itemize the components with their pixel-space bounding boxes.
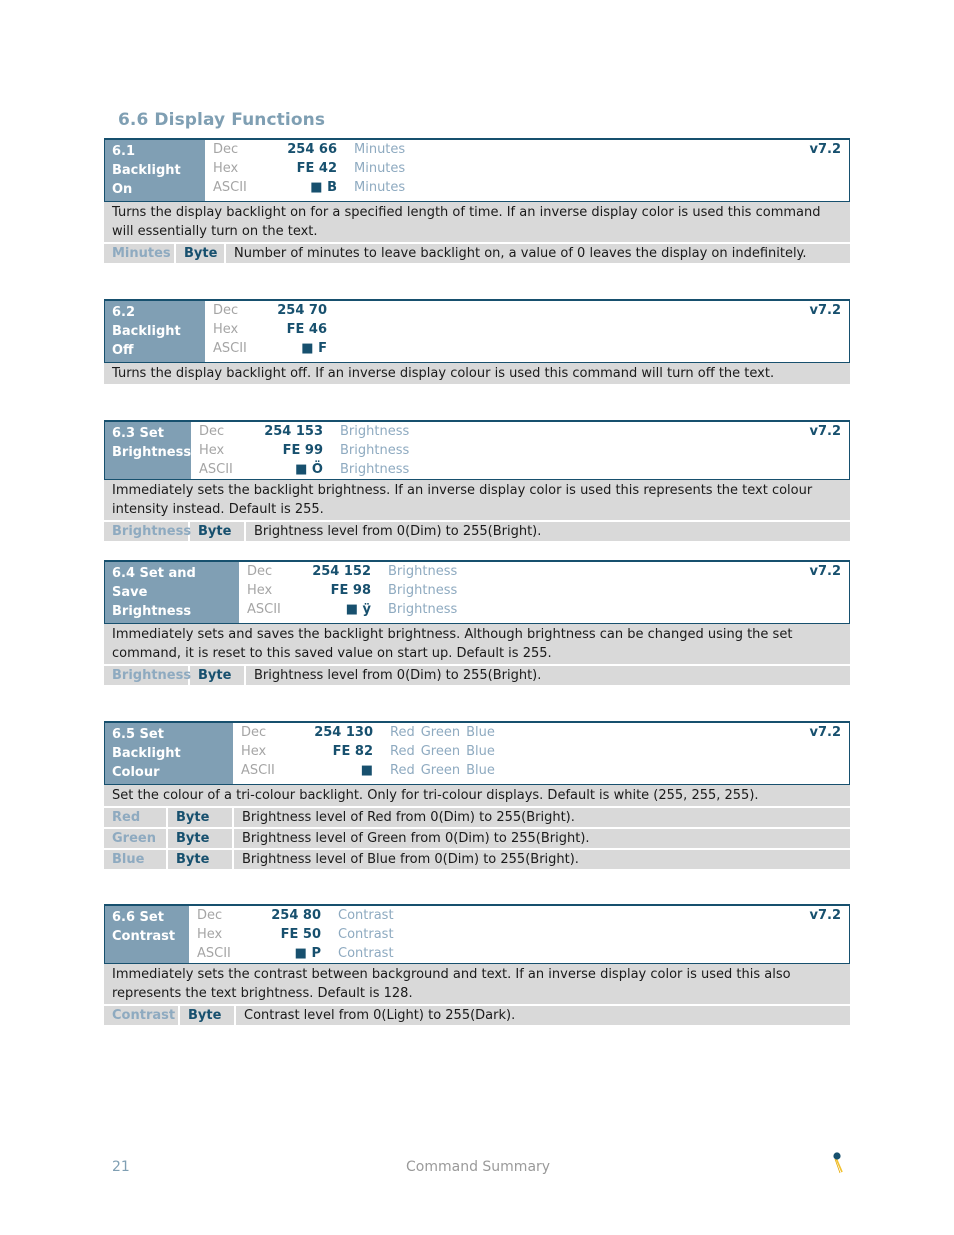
command-header [104, 721, 850, 785]
command-name [105, 422, 191, 479]
code-row-dec [205, 301, 849, 320]
parameter-type: Byte [190, 522, 246, 541]
code-value-ascii: ■ ÿ [345, 602, 371, 617]
code-row-ascii [205, 339, 849, 358]
param-ref: Green [420, 763, 461, 778]
param-ref: Red [390, 725, 415, 740]
parameter-row [104, 829, 850, 848]
command-name [105, 140, 205, 201]
code-params [373, 742, 501, 761]
code-params [327, 320, 344, 339]
command-block [104, 904, 850, 1025]
command-header [104, 904, 850, 964]
parameter-description: Brightness level from 0(Dim) to 255(Bright). [254, 668, 542, 683]
code-value-ascii: ■ B [310, 180, 337, 195]
code-label: ASCII [247, 602, 281, 617]
version-badge: v7.2 [809, 564, 841, 579]
parameter-row [104, 850, 850, 869]
command-name-line: On [112, 182, 133, 197]
command-block [104, 560, 850, 685]
code-label: ASCII [241, 763, 275, 778]
parameter-row [104, 244, 850, 263]
command-name-line: Colour [112, 765, 160, 780]
code-row-dec [189, 906, 849, 925]
code-label: Dec [241, 725, 267, 740]
code-row-ascii [205, 178, 849, 197]
command-header [104, 299, 850, 363]
code-label: Hex [247, 583, 273, 598]
version-badge: v7.2 [809, 725, 841, 740]
code-value-dec: 254 153 [264, 424, 323, 439]
code-value-dec: 254 66 [287, 142, 337, 157]
command-name-line: 6.3 Set [112, 426, 164, 441]
code-label: Dec [197, 908, 223, 923]
param-ref: Brightness [340, 443, 410, 458]
param-ref: Minutes [354, 180, 406, 195]
version-badge: v7.2 [809, 424, 841, 439]
command-codes [205, 301, 849, 362]
command-name [105, 562, 239, 623]
code-row-dec [191, 422, 849, 441]
parameter-name: Green [104, 829, 168, 848]
command-name [105, 301, 205, 362]
parameter-type: Byte [168, 850, 234, 869]
code-value-hex: FE 46 [286, 322, 327, 337]
param-ref: Contrast [338, 927, 394, 942]
code-label: Hex [199, 443, 225, 458]
command-codes [205, 140, 849, 201]
page-number: 21 [112, 1159, 130, 1175]
code-row-hex [189, 925, 849, 944]
param-ref: Minutes [354, 161, 406, 176]
parameter-name: Brightness [104, 522, 190, 541]
parameter-type: Byte [180, 1006, 236, 1025]
param-ref: Green [420, 725, 461, 740]
parameter-row [104, 808, 850, 827]
code-params [323, 422, 415, 441]
command-name [105, 906, 189, 963]
parameter-description: Number of minutes to leave backlight on, a value of 0 leaves the display on indefinitely. [234, 246, 807, 261]
code-row-ascii [191, 460, 849, 479]
param-ref: Contrast [338, 908, 394, 923]
code-params [327, 301, 344, 320]
command-header [104, 560, 850, 624]
code-params [327, 339, 344, 358]
code-row-hex [205, 320, 849, 339]
code-row-hex [233, 742, 849, 761]
param-ref: Brightness [388, 564, 458, 579]
command-description: Immediately sets and saves the backlight brightness. Although brightness can be changed using the set command, it is reset to this saved value on start up. Default is 255. [104, 624, 850, 664]
param-ref: Brightness [388, 602, 458, 617]
command-block [104, 721, 850, 869]
code-label: Dec [199, 424, 225, 439]
param-ref: Contrast [338, 946, 394, 961]
code-row-ascii [189, 944, 849, 963]
command-block [104, 299, 850, 384]
code-value-hex: FE 82 [332, 744, 373, 759]
param-ref: Minutes [354, 142, 406, 157]
command-description: Turns the display backlight on for a specified length of time. If an inverse display color is used this command will essentially turn on the text. [104, 202, 850, 242]
parameter-name: Contrast [104, 1006, 180, 1025]
command-name-line: 6.1 Backlight [112, 144, 181, 178]
command-name-line: 6.4 Set and Save [112, 566, 196, 600]
parameter-description: Contrast level from 0(Light) to 255(Dark). [244, 1008, 516, 1023]
parameter-type: Byte [168, 808, 234, 827]
code-value-dec: 254 80 [271, 908, 321, 923]
code-params [337, 159, 411, 178]
command-name-line: 6.5 Set Backlight [112, 727, 181, 761]
code-params [321, 944, 400, 963]
code-row-ascii [239, 600, 849, 619]
parameter-name: Red [104, 808, 168, 827]
code-params [373, 723, 501, 742]
code-value-dec: 254 130 [314, 725, 373, 740]
param-ref: Red [390, 744, 415, 759]
command-name [105, 723, 233, 784]
code-value-hex: FE 99 [282, 443, 323, 458]
command-codes [233, 723, 849, 784]
code-label: ASCII [197, 946, 231, 961]
code-value-hex: FE 50 [280, 927, 321, 942]
parameter-name: Brightness [104, 666, 190, 685]
command-name-line: 6.6 Set [112, 910, 164, 925]
command-description: Immediately sets the contrast between background and text. If an inverse display color is used this also represents the text brightness. Default is 128. [104, 964, 850, 1004]
command-name-line: Contrast [112, 929, 176, 944]
version-badge: v7.2 [809, 142, 841, 157]
code-params [321, 906, 400, 925]
parameter-type: Byte [190, 666, 246, 685]
parameter-description: Brightness level of Green from 0(Dim) to 255(Bright). [242, 831, 590, 846]
command-name-line: Brightness [112, 604, 192, 619]
code-params [371, 581, 463, 600]
code-row-hex [239, 581, 849, 600]
command-header [104, 420, 850, 480]
parameter-type: Byte [176, 244, 226, 263]
code-row-dec [239, 562, 849, 581]
param-ref: Blue [466, 763, 495, 778]
code-params [371, 562, 463, 581]
code-label: ASCII [213, 341, 247, 356]
param-ref: Blue [466, 744, 495, 759]
code-params [337, 178, 411, 197]
code-value-ascii: ■ Ö [295, 462, 323, 477]
logo-icon [828, 1150, 846, 1174]
command-name-line: 6.2 Backlight [112, 305, 181, 339]
param-ref: Green [420, 744, 461, 759]
parameter-description: Brightness level from 0(Dim) to 255(Bright). [254, 524, 542, 539]
code-row-ascii [233, 761, 849, 780]
code-value-ascii: ■ F [301, 341, 327, 356]
parameter-row [104, 522, 850, 541]
parameter-name: Blue [104, 850, 168, 869]
command-block [104, 420, 850, 541]
command-name-line: Brightness [112, 445, 192, 460]
parameter-name: Minutes [104, 244, 176, 263]
code-params [321, 925, 400, 944]
code-label: Dec [247, 564, 273, 579]
command-name-line: Off [112, 343, 134, 358]
code-row-dec [205, 140, 849, 159]
param-ref: Brightness [388, 583, 458, 598]
param-ref: Brightness [340, 462, 410, 477]
param-ref: Brightness [340, 424, 410, 439]
code-value-hex: FE 98 [330, 583, 371, 598]
param-ref: Blue [466, 725, 495, 740]
code-label: Hex [197, 927, 223, 942]
code-row-hex [191, 441, 849, 460]
code-value-ascii: ■ [360, 763, 373, 778]
version-badge: v7.2 [809, 303, 841, 318]
code-value-dec: 254 152 [312, 564, 371, 579]
code-label: ASCII [199, 462, 233, 477]
code-row-hex [205, 159, 849, 178]
version-badge: v7.2 [809, 908, 841, 923]
code-params [337, 140, 411, 159]
param-ref: Red [390, 763, 415, 778]
footer-title: Command Summary [406, 1159, 551, 1175]
code-params [323, 441, 415, 460]
code-label: ASCII [213, 180, 247, 195]
command-block [104, 138, 850, 263]
command-codes [189, 906, 849, 963]
code-label: Dec [213, 142, 239, 157]
code-value-hex: FE 42 [296, 161, 337, 176]
code-params [371, 600, 463, 619]
code-value-dec: 254 70 [277, 303, 327, 318]
page-title: 6.6 Display Functions [118, 110, 326, 130]
code-value-ascii: ■ P [294, 946, 321, 961]
code-params [323, 460, 415, 479]
parameter-description: Brightness level of Blue from 0(Dim) to 255(Bright). [242, 852, 579, 867]
code-label: Hex [241, 744, 267, 759]
code-label: Dec [213, 303, 239, 318]
parameter-type: Byte [168, 829, 234, 848]
command-description: Set the colour of a tri-colour backlight. Only for tri-colour displays. Default is white (255, 255, 255). [104, 785, 850, 806]
command-header [104, 138, 850, 202]
code-label: Hex [213, 322, 239, 337]
command-description: Immediately sets the backlight brightness. If an inverse display color is used this represents the text colour intensity instead. Default is 255. [104, 480, 850, 520]
command-description: Turns the display backlight off. If an inverse display colour is used this command will turn off the text. [104, 363, 850, 384]
parameter-row [104, 666, 850, 685]
code-params [373, 761, 501, 780]
command-codes [239, 562, 849, 623]
parameter-row [104, 1006, 850, 1025]
command-codes [191, 422, 849, 479]
code-label: Hex [213, 161, 239, 176]
code-row-dec [233, 723, 849, 742]
parameter-description: Brightness level of Red from 0(Dim) to 255(Bright). [242, 810, 575, 825]
